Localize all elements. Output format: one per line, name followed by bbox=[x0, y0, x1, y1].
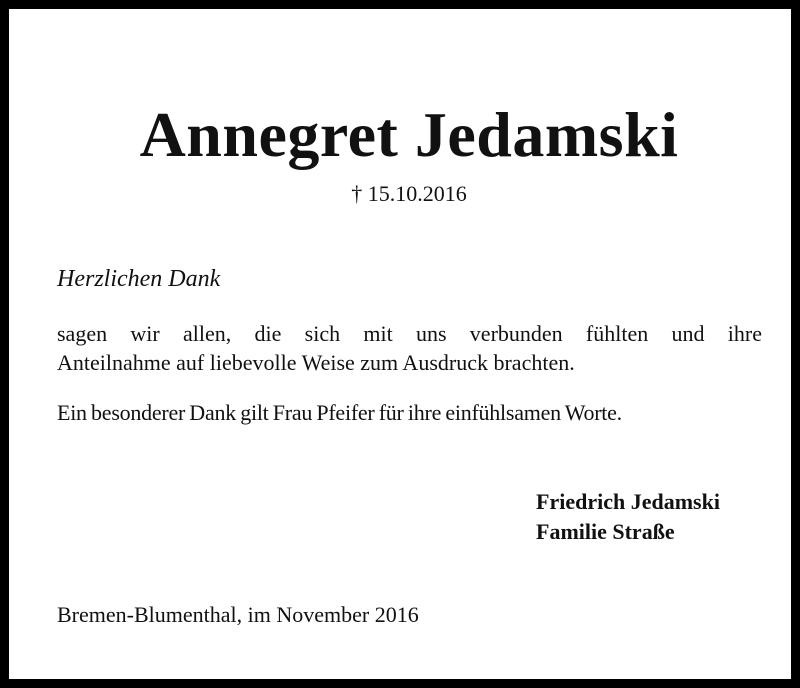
thanks-heading: Herzlichen Dank bbox=[57, 266, 221, 292]
signers bbox=[536, 487, 720, 547]
special-thanks-paragraph: Ein besonderer Dank gilt Frau Pfeifer für ihre einfühlsamen Worte. bbox=[57, 400, 622, 425]
signer-name: Friedrich Jedamski bbox=[536, 489, 720, 514]
thanks-paragraph bbox=[57, 319, 762, 377]
death-date: † 15.10.2016 bbox=[351, 181, 467, 206]
signer-name: Familie Straße bbox=[536, 519, 675, 544]
place-and-date: Bremen-Blumenthal, im November 2016 bbox=[57, 602, 419, 627]
deceased-name: Annegret Jedamski bbox=[139, 99, 679, 170]
thanks-paragraph-line: Anteilnahme auf liebevolle Weise zum Ausdruck brachten. bbox=[57, 350, 575, 375]
thanks-paragraph-line: sagen wir allen, die sich mit uns verbunden fühlten und ihre bbox=[57, 321, 762, 346]
